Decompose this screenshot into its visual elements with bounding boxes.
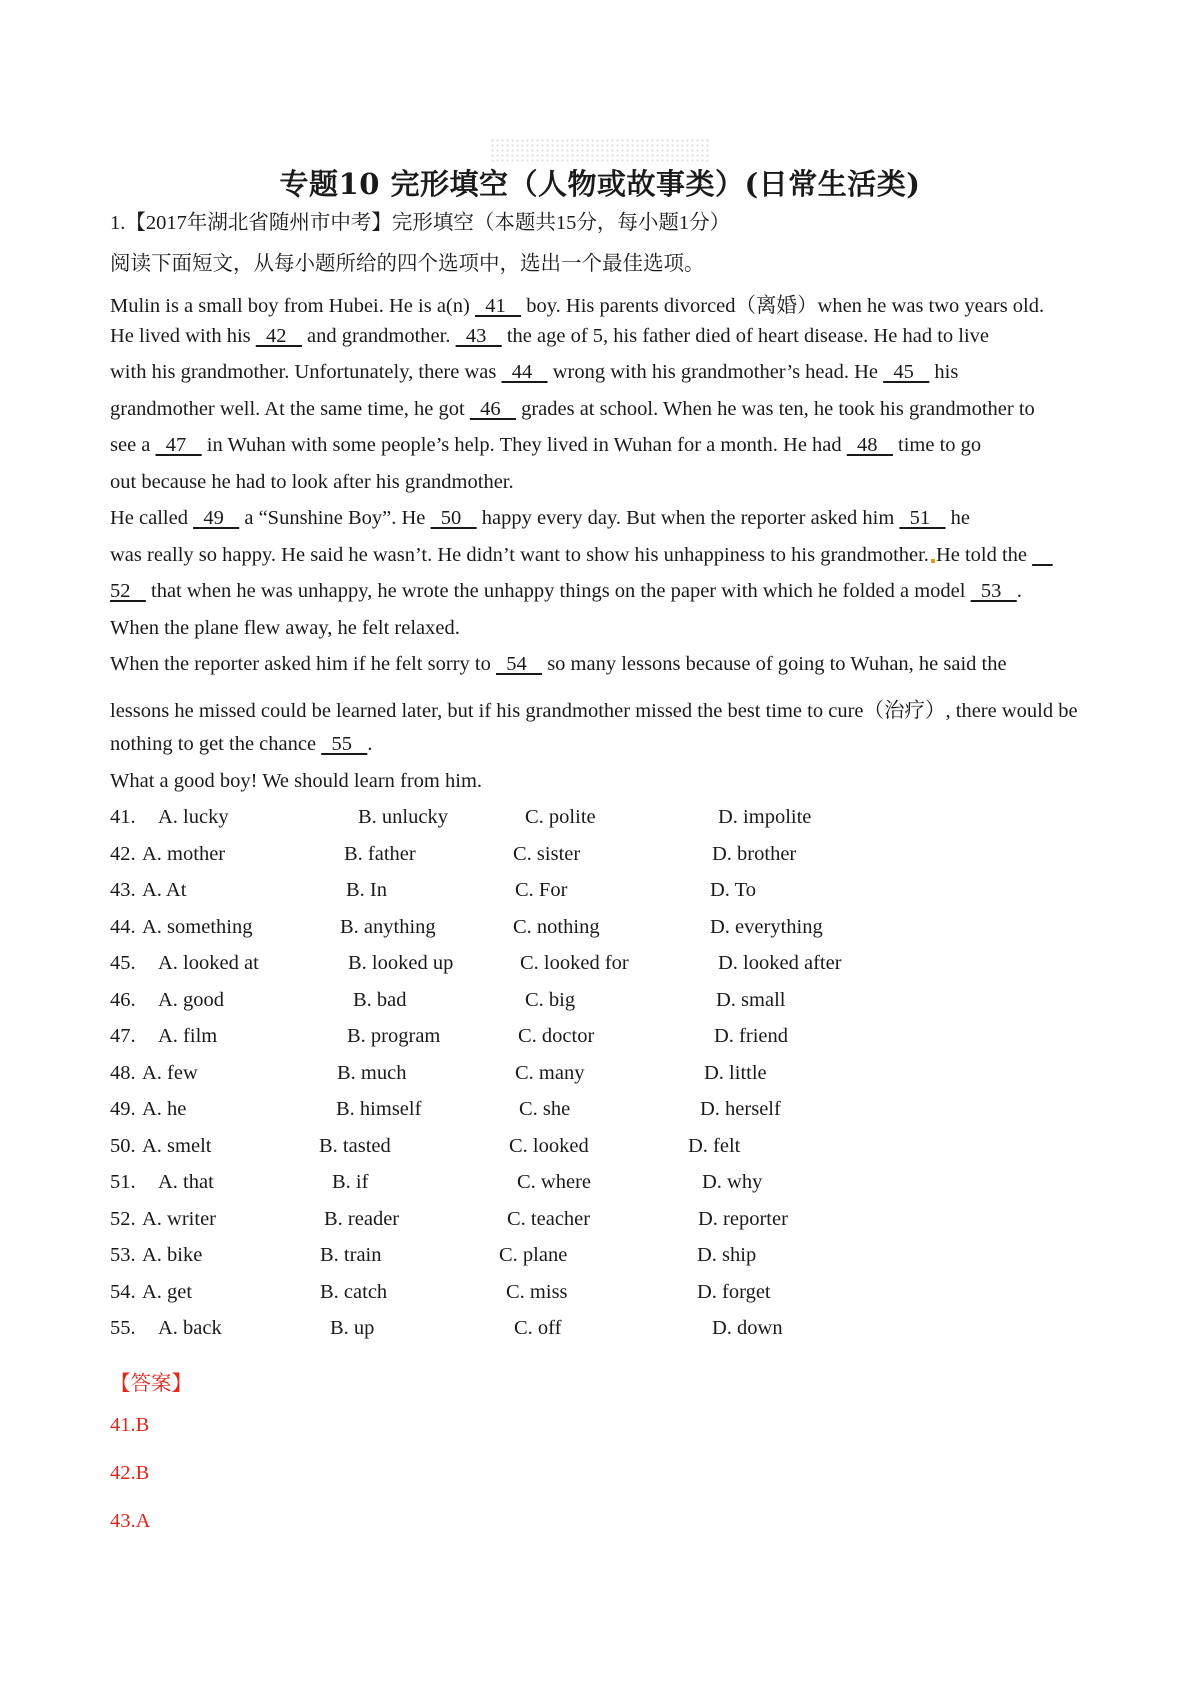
blank-44: 44 <box>501 361 548 383</box>
passage-line: What a good boy! We should learn from him. <box>110 770 483 792</box>
passage-line: When the reporter asked him if he felt sorry to 54 so many lessons because of going to Wuhan, he said the <box>110 653 1007 675</box>
passage-line: 52 that when he was unhappy, he wrote the unhappy things on the paper with which he folded a model 53 . <box>110 580 1022 602</box>
blank-54: 54 <box>495 653 543 675</box>
passage-line: He called 49 a “Sunshine Boy”. He 50 happy every day. But when the reporter asked him 51 he <box>110 507 971 529</box>
mark-dot <box>931 559 935 563</box>
answer-item: 41.B <box>110 1414 150 1436</box>
blank-45: 45 <box>883 361 930 383</box>
instruction: 阅读下面短文，从每小题所给的四个选项中，选出一个最佳选项。 <box>110 253 705 275</box>
passage-line: nothing to get the chance 55 . <box>110 733 373 755</box>
passage-line: lessons he missed could be learned later, but if his grandmother missed the best time to cure（治疗）, there would be <box>110 700 1078 722</box>
blank-43: 43 <box>455 325 502 347</box>
blank-52-start <box>1032 544 1053 567</box>
blank-55: 55 <box>321 733 368 755</box>
blank-46: 46 <box>469 398 516 420</box>
page-title: 专题10 完形填空（人物或故事类）(日常生活类) <box>279 167 921 201</box>
passage-line: was really so happy. He said he wasn’t. He didn’t want to show his unhappiness to his grandmother. He told the <box>110 544 1053 567</box>
passage-line: out because he had to look after his grandmother. <box>110 471 514 493</box>
blank-49: 49 <box>193 507 240 529</box>
blank-47: 47 <box>155 434 202 456</box>
blank-50: 50 <box>430 507 477 529</box>
passage-line: with his grandmother. Unfortunately, there was 44 wrong with his grandmother’s head. He 45 his <box>110 361 959 383</box>
blank-51: 51 <box>899 507 946 529</box>
answer-item: 43.A <box>110 1510 151 1532</box>
scan-watermark <box>490 138 710 164</box>
question-header: 1.【2017年湖北省随州市中考】完形填空（本题共15分，每小题1分） <box>110 212 731 234</box>
answer-heading: 【答案】 <box>110 1373 192 1395</box>
passage-line: He lived with his 42 and grandmother. 43 the age of 5, his father died of heart disease. He had to live <box>110 325 989 347</box>
blank-52: 52 <box>110 580 146 602</box>
blank-53: 53 <box>970 580 1017 602</box>
passage-line: see a 47 in Wuhan with some people’s help. They lived in Wuhan for a month. He had 48 time to go <box>110 434 982 456</box>
passage-line: When the plane flew away, he felt relaxed. <box>110 617 460 639</box>
passage-line: Mulin is a small boy from Hubei. He is a(n) 41 boy. His parents divorced（离婚）when he was two years old. <box>110 295 1045 317</box>
answer-item: 42.B <box>110 1462 150 1484</box>
blank-41: 41 <box>474 295 522 317</box>
blank-42: 42 <box>255 325 302 347</box>
document-page: 专题10 完形填空（人物或故事类）(日常生活类) 1.【2017年湖北省随州市中考】完形填空（本题共15分，每小题1分） 阅读下面短文，从每小题所给的四个选项中，选出一个最佳选项。 Mulin is a small boy from Hubei. He is a(n) 41 boy. His parents divorced（离婚）when he was two years old. He lived with his 42 and grandmother. 43 the age of 5, his father died of heart disease. He had to live with his grandmother. Unfortunately, there was 44 wrong with his grandmother’s head. He 45 his grandmother well. At the same time, he got 46 grades at school. When he was ten, he took his grandmother to see a 47 in Wuhan with some people’s help. They lived in Wuhan for a month. He had 48 time to go out because he had to look after his grandmother. He called 49 a “Sunshine Boy”. He 50 happy every day. But when the reporter asked him 51 he was really so happy. He said he wasn’t. He didn’t want to show his unhappiness to his grandmother. He told the 52 that when he was unhappy, he wrote the unhappy things on the paper with which he folded a model 53 . When the plane flew away, he felt relaxed. When the reporter asked him if he felt sorry to 54 so many lessons because of going to Wuhan, he said the lessons he missed could be learned later, but if his grandmother missed the best time to cure（治疗）, there would be nothing to get the chance 55 . What a good boy! We should learn from him. 41. A. lucky B. unlucky C. polite D. impolite 42. A. mother B. father C. sister D. brother 43. A. At B. In C. For D. To 44. A. something B. anything C. nothing D. everything 45. A. looked at B. looked up C. looked for D. looked after 46. A. good B. bad C. big D. small 47. A. film B. program C. doctor D. friend 48. A. few B. much C. many D. little 49. A. he B. himself C. she D. herself 50. A. smelt B. tasted C. looked D. felt 51. A. that B. if C. where D. why 52. A. writer B. reader C. teacher D. reporter 53. A. bike B. train C. plane D. ship 54. A. get B. catch C. miss D. forget 55. A. back B. up C. off D. down 【答案】 41.B 42.B 43.A <box>0 0 1200 1698</box>
blank-48: 48 <box>846 434 893 456</box>
passage-line: grandmother well. At the same time, he got 46 grades at school. When he was ten, he took his grandmother to <box>110 398 1035 420</box>
